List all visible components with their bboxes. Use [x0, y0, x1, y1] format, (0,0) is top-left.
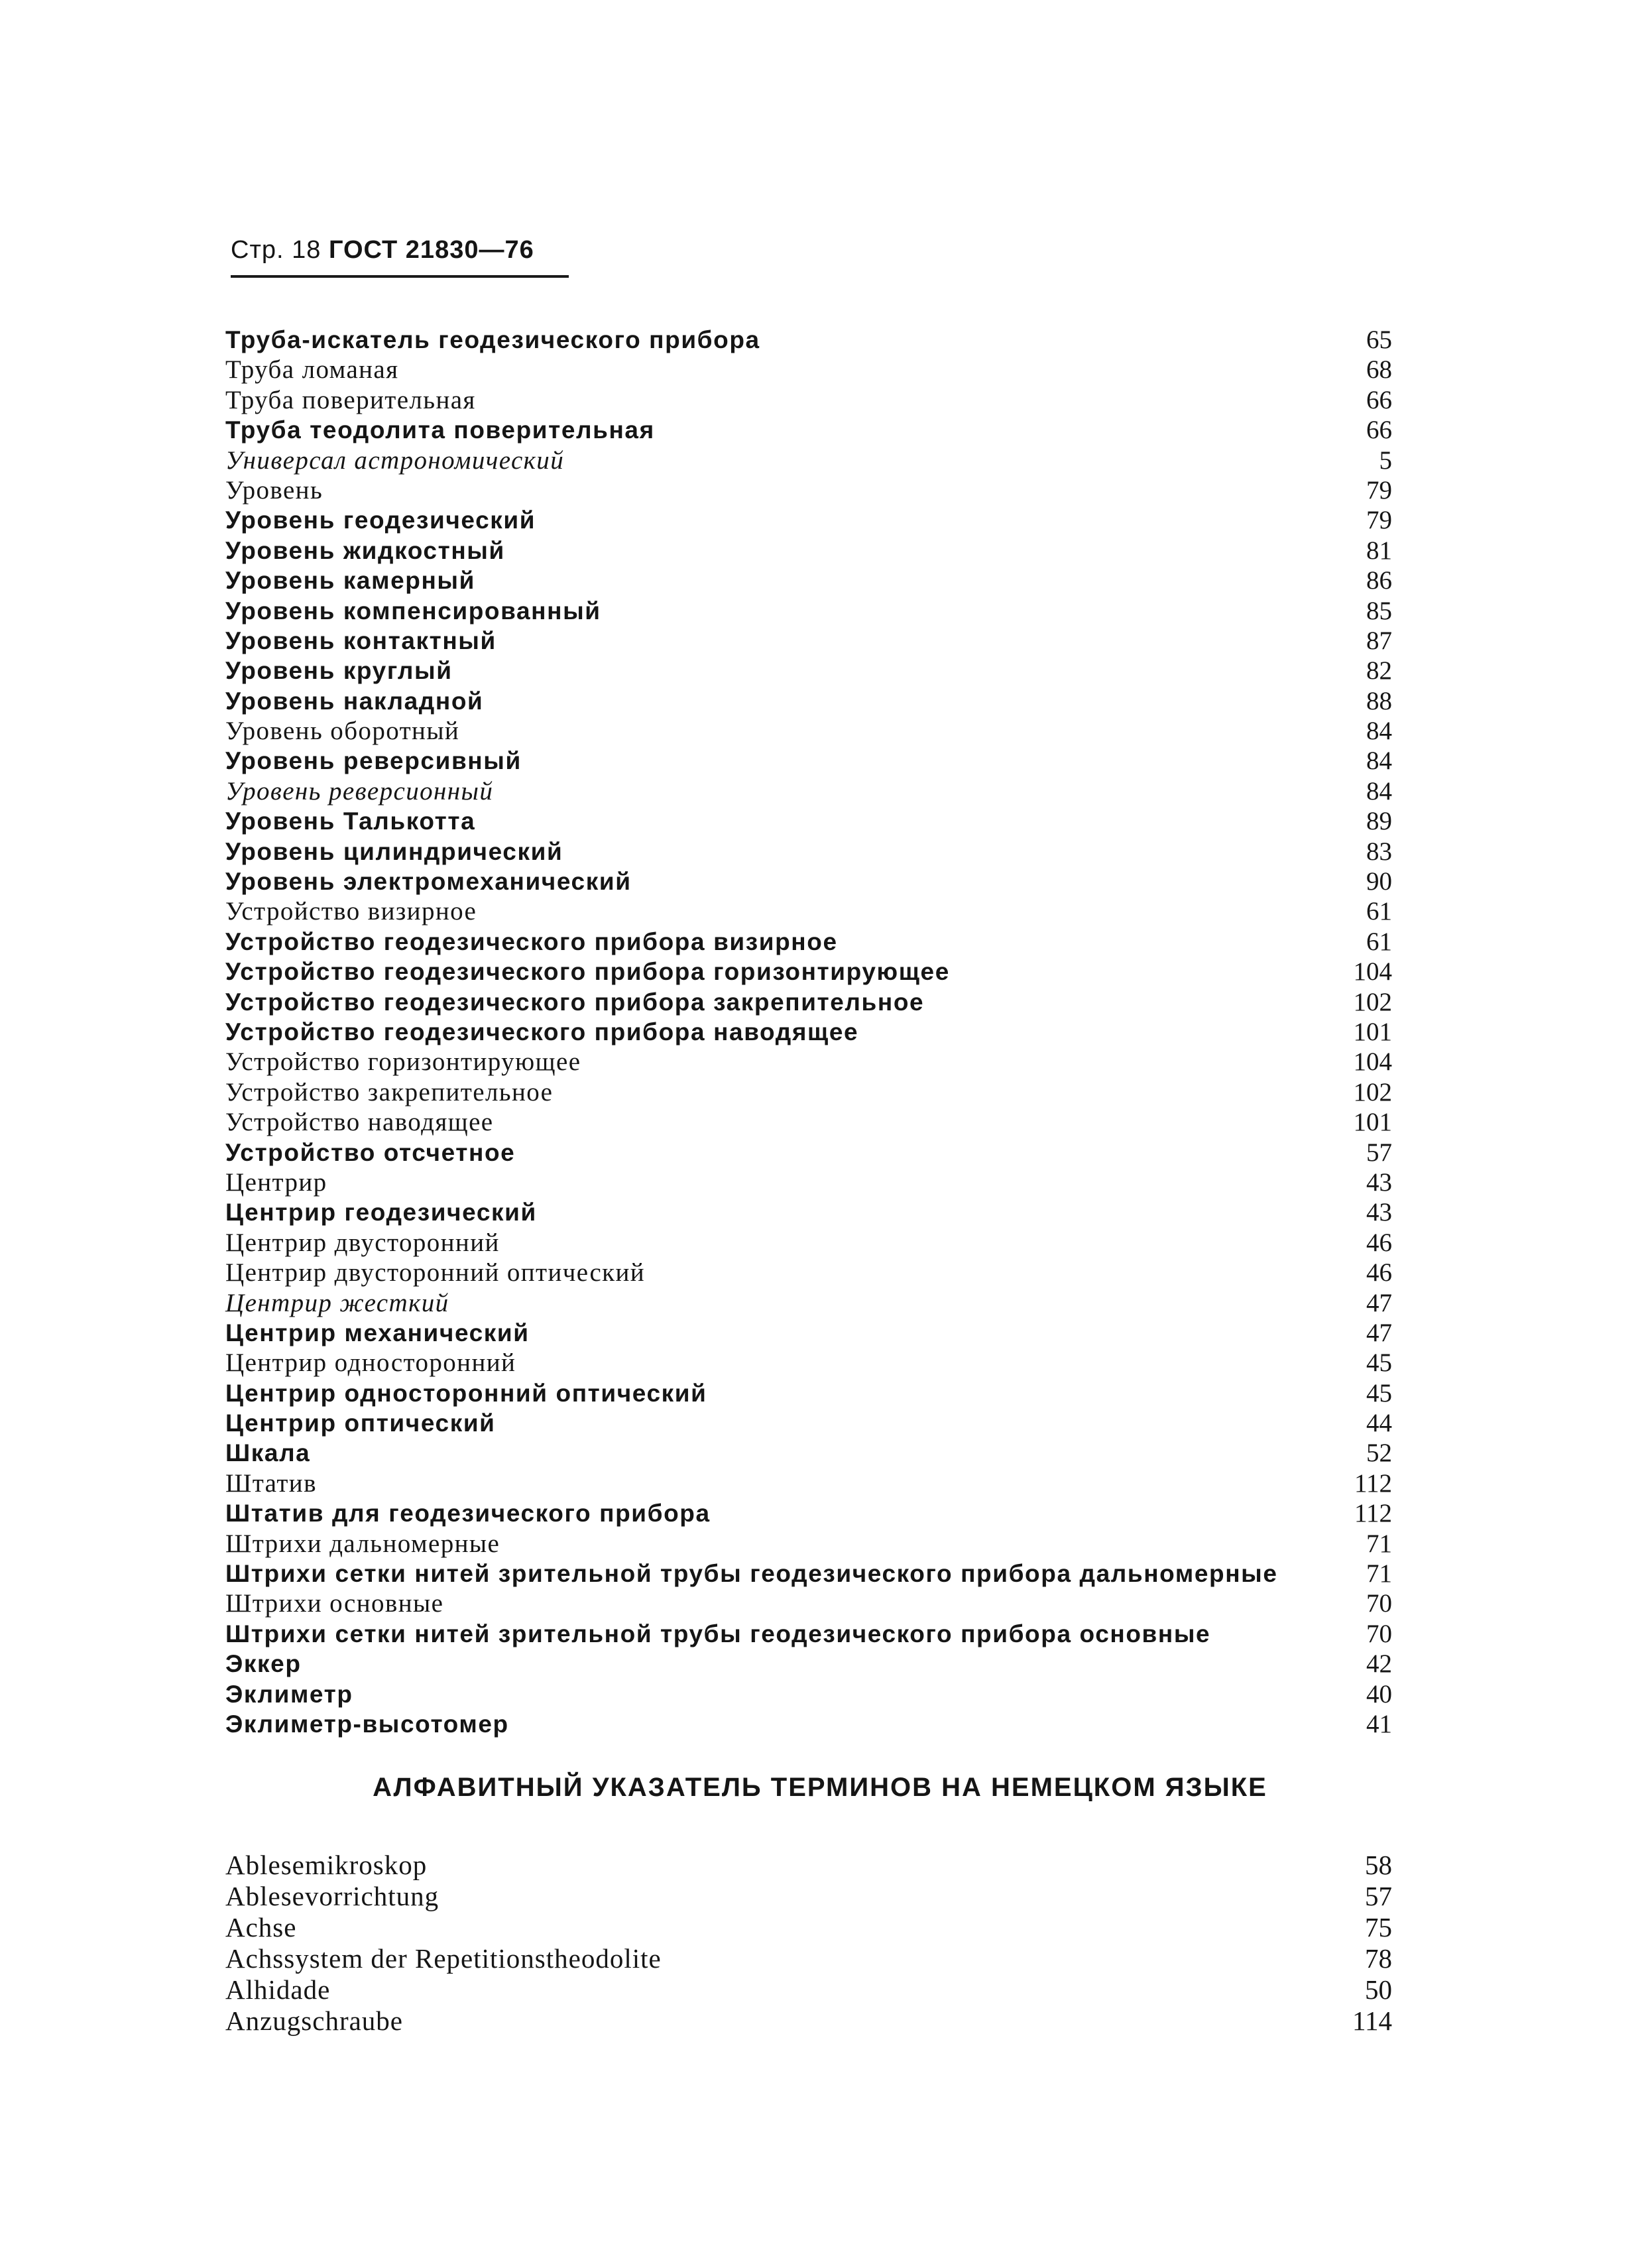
index-term: Штатив — [225, 1468, 317, 1498]
index-term-number: 66 — [1366, 385, 1392, 414]
index-term-number: 70 — [1366, 1619, 1392, 1648]
index-term: Achssystem der Repetitionstheodolite — [225, 1943, 662, 1974]
index-entry — [225, 1498, 1392, 1528]
index-term-number: 86 — [1366, 566, 1392, 595]
index-entry — [225, 1107, 1392, 1137]
index-entry — [225, 1709, 1392, 1739]
index-term: Шкала — [225, 1439, 311, 1467]
index-term: Центрир оптический — [225, 1409, 496, 1437]
index-term: Alhidade — [225, 1974, 331, 2005]
index-entry — [225, 1649, 1392, 1679]
index-term: Уровень — [225, 475, 323, 505]
index-term-number: 66 — [1366, 416, 1392, 445]
russian-term-index — [225, 325, 1392, 1739]
index-entry — [225, 1077, 1392, 1107]
index-term: Уровень реверсивный — [225, 747, 522, 775]
index-entry — [225, 1529, 1392, 1559]
index-term: Штрихи дальномерные — [225, 1529, 500, 1558]
index-entry — [225, 716, 1392, 746]
index-term: Центрир геодезический — [225, 1199, 537, 1226]
index-entry — [225, 1559, 1392, 1588]
index-term: Устройство отсчетное — [225, 1138, 516, 1166]
index-term-number: 79 — [1366, 506, 1392, 535]
index-term-number: 84 — [1366, 776, 1392, 806]
index-term: Эклиметр-высотомер — [225, 1710, 509, 1738]
index-term-number: 41 — [1366, 1709, 1392, 1738]
index-term-number: 52 — [1366, 1439, 1392, 1468]
index-term-number: 78 — [1365, 1943, 1392, 1974]
index-entry — [225, 1974, 1392, 2005]
index-entry — [225, 957, 1392, 986]
index-term-number: 61 — [1366, 897, 1392, 926]
index-term: Центрир двусторонний — [225, 1228, 500, 1257]
index-term: Устройство закрепительное — [225, 1077, 554, 1106]
index-entry — [225, 1167, 1392, 1197]
index-term: Устройство геодезического прибора наводящее — [225, 1018, 859, 1045]
index-term-number: 85 — [1366, 596, 1392, 625]
header-underline — [231, 275, 569, 278]
index-entry — [225, 686, 1392, 716]
index-term-number: 45 — [1366, 1348, 1392, 1378]
index-term: Уровень контактный — [225, 627, 497, 654]
index-term: Уровень цилиндрический — [225, 837, 563, 865]
index-term-number: 112 — [1354, 1499, 1392, 1528]
index-term: Центрир односторонний оптический — [225, 1379, 707, 1407]
index-term-number: 46 — [1366, 1228, 1392, 1257]
index-term-number: 75 — [1365, 1912, 1392, 1942]
index-term-number: 65 — [1366, 326, 1392, 354]
german-index-heading: АЛФАВИТНЫЙ УКАЗАТЕЛЬ ТЕРМИНОВ НА НЕМЕЦКОМ ЯЗЫКЕ — [373, 1773, 1267, 1802]
index-term: Штрихи сетки нитей зрительной трубы геодезического прибора основные — [225, 1620, 1211, 1647]
index-term: Уровень жидкостный — [225, 536, 505, 564]
index-entry — [225, 566, 1392, 595]
index-term-number: 79 — [1366, 475, 1392, 505]
index-term: Труба-искатель геодезического прибора — [225, 326, 760, 353]
index-term: Эккер — [225, 1650, 302, 1678]
index-term: Уровень реверсионный — [225, 776, 494, 806]
index-term-number: 83 — [1366, 837, 1392, 866]
index-term: Эклиметр — [225, 1680, 353, 1708]
page-number-label: Стр. 18 — [231, 236, 322, 264]
index-term-number: 101 — [1353, 1017, 1392, 1046]
index-term-number: 104 — [1353, 957, 1392, 986]
index-entry — [225, 1017, 1392, 1047]
index-entry — [225, 806, 1392, 836]
index-term-number: 40 — [1366, 1679, 1392, 1708]
index-entry — [225, 355, 1392, 385]
index-term: Центрир механический — [225, 1319, 530, 1346]
index-term: Штатив для геодезического прибора — [225, 1500, 711, 1527]
index-term-number: 87 — [1366, 626, 1392, 655]
index-term: Ablesemikroskop — [225, 1850, 428, 1880]
standard-designation: ГОСТ 21830—76 — [328, 236, 534, 264]
index-term-number: 112 — [1354, 1468, 1392, 1498]
index-entry — [225, 475, 1392, 505]
index-term-number: 82 — [1366, 656, 1392, 686]
page-header — [231, 233, 534, 267]
index-entry — [225, 1408, 1392, 1438]
index-entry — [225, 1912, 1392, 1943]
index-term-number: 44 — [1366, 1409, 1392, 1438]
index-term-number: 71 — [1366, 1529, 1392, 1558]
index-term-number: 43 — [1366, 1198, 1392, 1227]
index-term: Устройство наводящее — [225, 1108, 494, 1137]
index-term-number: 102 — [1353, 1077, 1392, 1106]
index-term-number: 61 — [1366, 927, 1392, 956]
index-term: Универсал астрономический — [225, 446, 565, 475]
index-term: Anzugschraube — [225, 2005, 404, 2036]
index-entry — [225, 385, 1392, 415]
index-entry — [225, 656, 1392, 686]
index-term: Центрир — [225, 1167, 327, 1197]
index-term: Ablesevorrichtung — [225, 1881, 439, 1911]
index-term: Центрир односторонний — [225, 1348, 516, 1378]
index-term: Уровень камерный — [225, 567, 475, 595]
index-term-number: 90 — [1366, 867, 1392, 896]
index-term-number: 46 — [1366, 1258, 1392, 1287]
index-entry — [225, 1378, 1392, 1408]
index-term-number: 57 — [1365, 1881, 1392, 1911]
index-term-number: 114 — [1352, 2005, 1392, 2036]
index-entry — [225, 927, 1392, 957]
index-term-number: 101 — [1353, 1108, 1392, 1137]
index-term: Труба ломаная — [225, 355, 399, 385]
german-term-index — [225, 1850, 1392, 2037]
index-entry — [225, 1197, 1392, 1227]
index-entry — [225, 1679, 1392, 1709]
index-term: Устройство геодезического прибора визирное — [225, 927, 838, 955]
index-term-number: 43 — [1366, 1167, 1392, 1197]
index-term: Уровень оборотный — [225, 717, 460, 746]
index-term: Уровень Талькотта — [225, 807, 476, 835]
index-term: Уровень электромеханический — [225, 868, 632, 896]
index-entry — [225, 1619, 1392, 1649]
index-term: Устройство горизонтирующее — [225, 1047, 581, 1077]
index-term-number: 104 — [1353, 1047, 1392, 1077]
index-entry — [225, 1588, 1392, 1618]
index-term: Уровень накладной — [225, 687, 484, 715]
index-term-number: 50 — [1365, 1974, 1392, 2005]
index-entry — [225, 1943, 1392, 1974]
index-entry — [225, 596, 1392, 626]
index-entry — [225, 505, 1392, 535]
index-term: Устройство визирное — [225, 897, 477, 926]
index-term-number: 84 — [1366, 717, 1392, 746]
index-term: Achse — [225, 1912, 297, 1942]
index-term-number: 58 — [1365, 1850, 1392, 1880]
index-term-number: 47 — [1366, 1318, 1392, 1347]
index-term: Устройство геодезического прибора горизонтирующее — [225, 958, 950, 986]
index-entry — [225, 1288, 1392, 1318]
index-entry — [225, 1138, 1392, 1167]
index-entry — [225, 987, 1392, 1017]
index-entry — [225, 746, 1392, 776]
index-term: Труба поверительная — [225, 385, 476, 414]
index-term: Уровень круглый — [225, 657, 453, 685]
index-entry — [225, 1468, 1392, 1498]
index-term-number: 84 — [1366, 746, 1392, 776]
index-term: Труба теодолита поверительная — [225, 416, 655, 444]
index-term: Уровень геодезический — [225, 507, 536, 534]
index-entry — [225, 1228, 1392, 1258]
index-term-number: 5 — [1379, 446, 1392, 475]
index-entry — [225, 536, 1392, 566]
index-term: Центрир двусторонний оптический — [225, 1258, 646, 1287]
index-entry — [225, 776, 1392, 806]
index-term-number: 57 — [1366, 1138, 1392, 1167]
index-entry — [225, 1318, 1392, 1348]
index-term: Штрихи сетки нитей зрительной трубы геодезического прибора дальномерные — [225, 1560, 1278, 1588]
index-entry — [225, 2005, 1392, 2037]
index-entry — [225, 1348, 1392, 1378]
index-term-number: 81 — [1366, 536, 1392, 565]
index-term-number: 102 — [1353, 987, 1392, 1016]
index-term-number: 68 — [1366, 355, 1392, 385]
index-term-number: 89 — [1366, 807, 1392, 836]
index-entry — [225, 1258, 1392, 1287]
index-entry — [225, 866, 1392, 896]
index-term-number: 42 — [1366, 1649, 1392, 1679]
index-entry — [225, 325, 1392, 355]
index-entry — [225, 837, 1392, 866]
index-entry — [225, 1881, 1392, 1912]
index-entry — [225, 1438, 1392, 1468]
index-entry — [225, 896, 1392, 926]
index-term-number: 71 — [1366, 1559, 1392, 1588]
index-term-number: 70 — [1366, 1589, 1392, 1618]
index-term-number: 45 — [1366, 1378, 1392, 1407]
index-entry — [225, 626, 1392, 656]
index-entry — [225, 415, 1392, 445]
index-term-number: 47 — [1366, 1288, 1392, 1317]
index-term-number: 88 — [1366, 686, 1392, 715]
index-term: Штрихи основные — [225, 1589, 444, 1618]
index-entry — [225, 1850, 1392, 1881]
index-entry — [225, 1047, 1392, 1077]
index-term: Устройство геодезического прибора закрепительное — [225, 988, 925, 1016]
index-term: Уровень компенсированный — [225, 597, 601, 625]
index-term: Центрир жесткий — [225, 1288, 449, 1317]
index-entry — [225, 446, 1392, 475]
